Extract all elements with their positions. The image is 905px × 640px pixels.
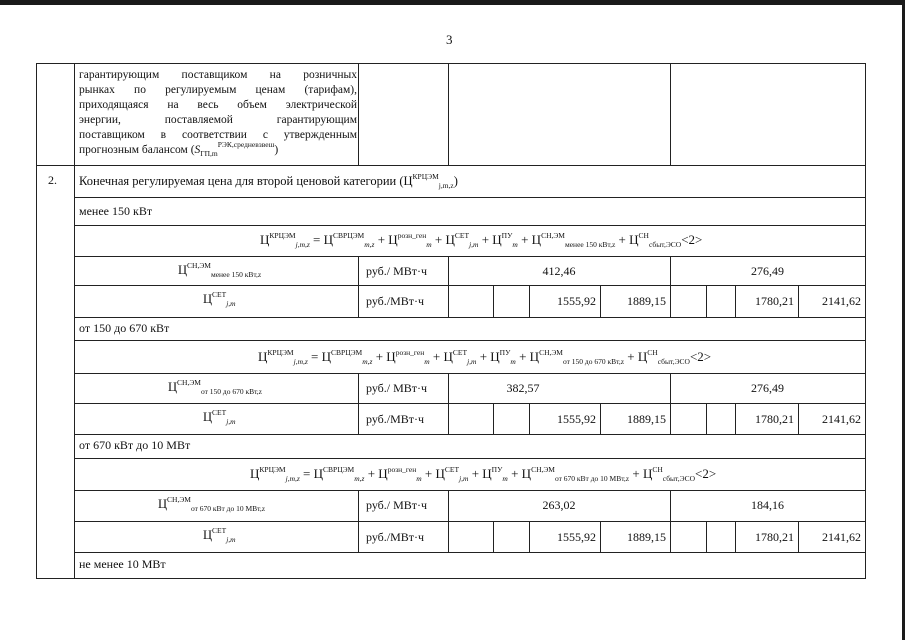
set-value: 2141,62 [822, 530, 861, 544]
continuation-line: поставщиком в соответствии с утвержденным [79, 129, 357, 141]
continuation-line: гарантирующим поставщиком на розничных [79, 69, 357, 81]
unit-label: руб./МВт·ч [366, 412, 425, 426]
scan-edge-top [0, 0, 905, 5]
price-formula: $Ц^{КРЦЭМ}_{j,m,z} = Ц^{СВРЦЭМ}_{m,z} + Ц^{розн\_ген}_m + Ц^{СЕТ}_{j,m} + Ц^{ПУ}_m + Ц^{СН,ЭМ}_{от 670 кВт до 10 МВт,z} + Ц^{СН}_{сбыт,ЭСО}<2>$ [250, 465, 717, 483]
unit-label: руб./МВт·ч [366, 530, 425, 544]
section-heading: от 670 кВт до 10 МВт [79, 438, 191, 452]
cn-value-1: 263,02 [542, 498, 576, 512]
cn-symbol: $Ц^{СН,ЭМ}_{от 670 кВт до 10 МВт,z}$ [158, 495, 266, 513]
set-value: 1889,15 [627, 294, 666, 308]
unit-label: руб./ МВт·ч [366, 498, 428, 512]
set-value: 1555,92 [557, 294, 596, 308]
set-value: 2141,62 [822, 294, 861, 308]
set-symbol: $Ц^{СЕТ}_{j,m}$ [203, 526, 236, 544]
set-value: 1555,92 [557, 412, 596, 426]
unit-label: руб./МВт·ч [366, 294, 425, 308]
cn-symbol: $Ц^{СН,ЭМ}_{менее 150 кВт,z}$ [178, 261, 262, 279]
continuation-line: энергии, поставляемой гарантирующим [79, 114, 357, 126]
cn-value-1: 382,57 [506, 381, 540, 395]
continuation-line-last: прогнозным балансом $(S_{ГП,m}^{РЭК,средневзвеш})$ [79, 140, 279, 158]
cn-value-2: 276,49 [751, 381, 784, 395]
set-symbol: $Ц^{СЕТ}_{j,m}$ [203, 408, 236, 426]
unit-label: руб./ МВт·ч [366, 381, 428, 395]
set-symbol: $Ц^{СЕТ}_{j,m}$ [203, 290, 236, 308]
section-heading: от 150 до 670 кВт [79, 321, 170, 335]
continuation-line: рынках по регулируемым ценам (тарифам), [79, 84, 357, 96]
set-value: 1780,21 [755, 294, 794, 308]
cn-value-1: 412,46 [542, 264, 576, 278]
item-number: 2. [48, 173, 57, 187]
set-value: 1555,92 [557, 530, 596, 544]
set-value: 2141,62 [822, 412, 861, 426]
set-value: 1889,15 [627, 530, 666, 544]
set-value: 1780,21 [755, 530, 794, 544]
set-value: 1780,21 [755, 412, 794, 426]
item-title: Конечная регулируемая цена для второй ценовой категории $(Ц^{КРЦЭМ}_{j,m,z})$ [79, 172, 458, 190]
price-formula: $Ц^{КРЦЭМ}_{j,m,z} = Ц^{СВРЦЭМ}_{m,z} + Ц^{розн\_ген}_m + Ц^{СЕТ}_{j,m} + Ц^{ПУ}_m + Ц^{СН,ЭМ}_{менее 150 кВт,z} + Ц^{СН}_{сбыт,ЭСО}<2>$ [260, 231, 703, 249]
section-heading: менее 150 кВт [79, 204, 153, 218]
section-heading: не менее 10 МВт [79, 557, 166, 571]
cn-value-2: 276,49 [751, 264, 784, 278]
continuation-line: приходящаяся на весь объем электрической [79, 99, 357, 111]
cn-value-2: 184,16 [751, 498, 784, 512]
unit-label: руб./ МВт·ч [366, 264, 428, 278]
page-number: 3 [446, 32, 453, 47]
cn-symbol: $Ц^{СН,ЭМ}_{от 150 до 670 кВт,z}$ [168, 378, 263, 396]
price-formula: $Ц^{КРЦЭМ}_{j,m,z} = Ц^{СВРЦЭМ}_{m,z} + Ц^{розн\_ген}_m + Ц^{СЕТ}_{j,m} + Ц^{ПУ}_m + Ц^{СН,ЭМ}_{от 150 до 670 кВт,z} + Ц^{СН}_{сбыт,ЭСО}<2>$ [258, 348, 712, 366]
set-value: 1889,15 [627, 412, 666, 426]
